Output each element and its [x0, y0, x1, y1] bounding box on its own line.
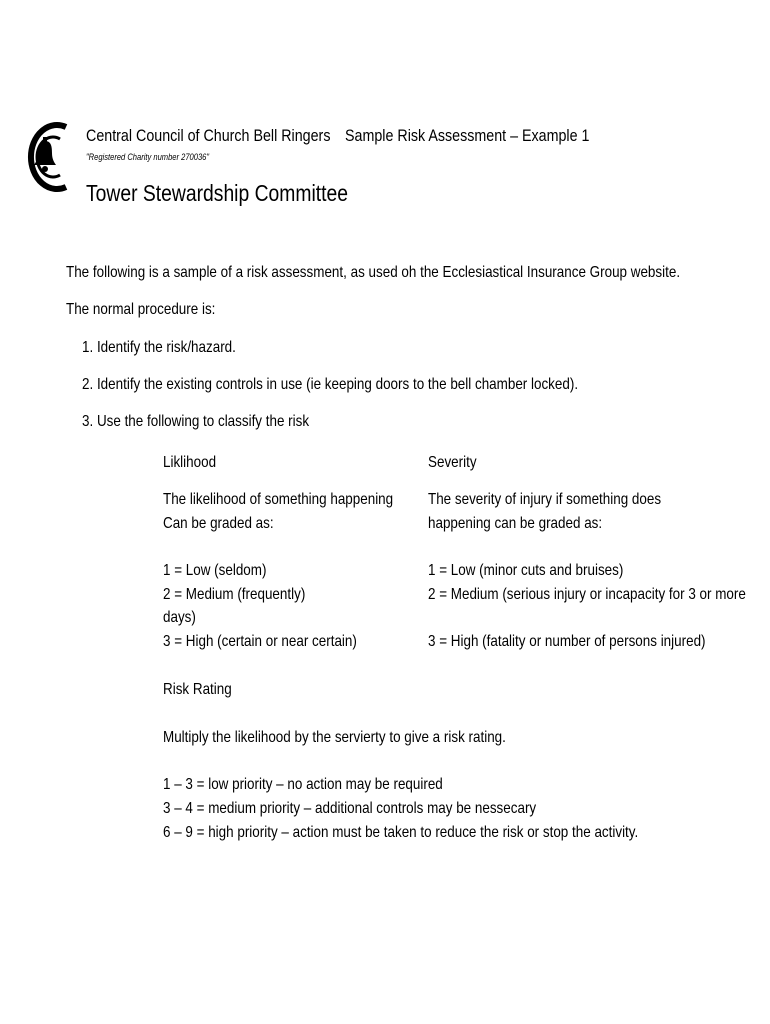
severity-level: 3 = High (fatality or number of persons injured)	[428, 633, 706, 650]
likelihood-level-continuation: days)	[163, 609, 196, 626]
organization-name: Central Council of Church Bell Ringers	[86, 126, 331, 145]
likelihood-description: The likelihood of something happening Can be graded as:	[163, 491, 394, 532]
likelihood-heading: Liklihood	[163, 454, 217, 471]
likelihood-level: 3 = High (certain or near certain)	[163, 633, 357, 650]
priority-item: 6 – 9 = high priority – action must be taken to reduce the risk or stop the activity.	[163, 824, 639, 841]
likelihood-level: 2 = Medium (frequently)	[163, 586, 306, 603]
priority-item: 1 – 3 = low priority – no action may be required	[163, 776, 443, 793]
bell-logo-icon	[22, 115, 72, 200]
procedure-step: 2. Identify the existing controls in use (ie keeping doors to the bell chamber locked).	[82, 376, 579, 393]
procedure-intro: The normal procedure is:	[66, 301, 216, 318]
document-title: Sample Risk Assessment – Example 1	[345, 126, 590, 145]
procedure-step: 3. Use the following to classify the risk	[82, 413, 310, 430]
risk-rating-heading: Risk Rating	[163, 681, 232, 698]
procedure-step: 1. Identify the risk/hazard.	[82, 339, 236, 356]
severity-heading: Severity	[428, 454, 477, 471]
intro-paragraph: The following is a sample of a risk assessment, as used oh the Ecclesiastical Insurance Group website.	[66, 264, 681, 281]
priority-item: 3 – 4 = medium priority – additional controls may be nessecary	[163, 800, 537, 817]
committee-heading: Tower Stewardship Committee	[86, 180, 349, 206]
likelihood-level: 1 = Low (seldom)	[163, 562, 267, 579]
charity-number: "Registered Charity number 270036"	[86, 152, 210, 162]
severity-level: 2 = Medium (serious injury or incapacity for 3 or more	[428, 586, 746, 603]
severity-description: The severity of injury if something does happening can be graded as:	[428, 491, 662, 532]
risk-rating-description: Multiply the likelihood by the servierty to give a risk rating.	[163, 729, 506, 746]
severity-level: 1 = Low (minor cuts and bruises)	[428, 562, 624, 579]
